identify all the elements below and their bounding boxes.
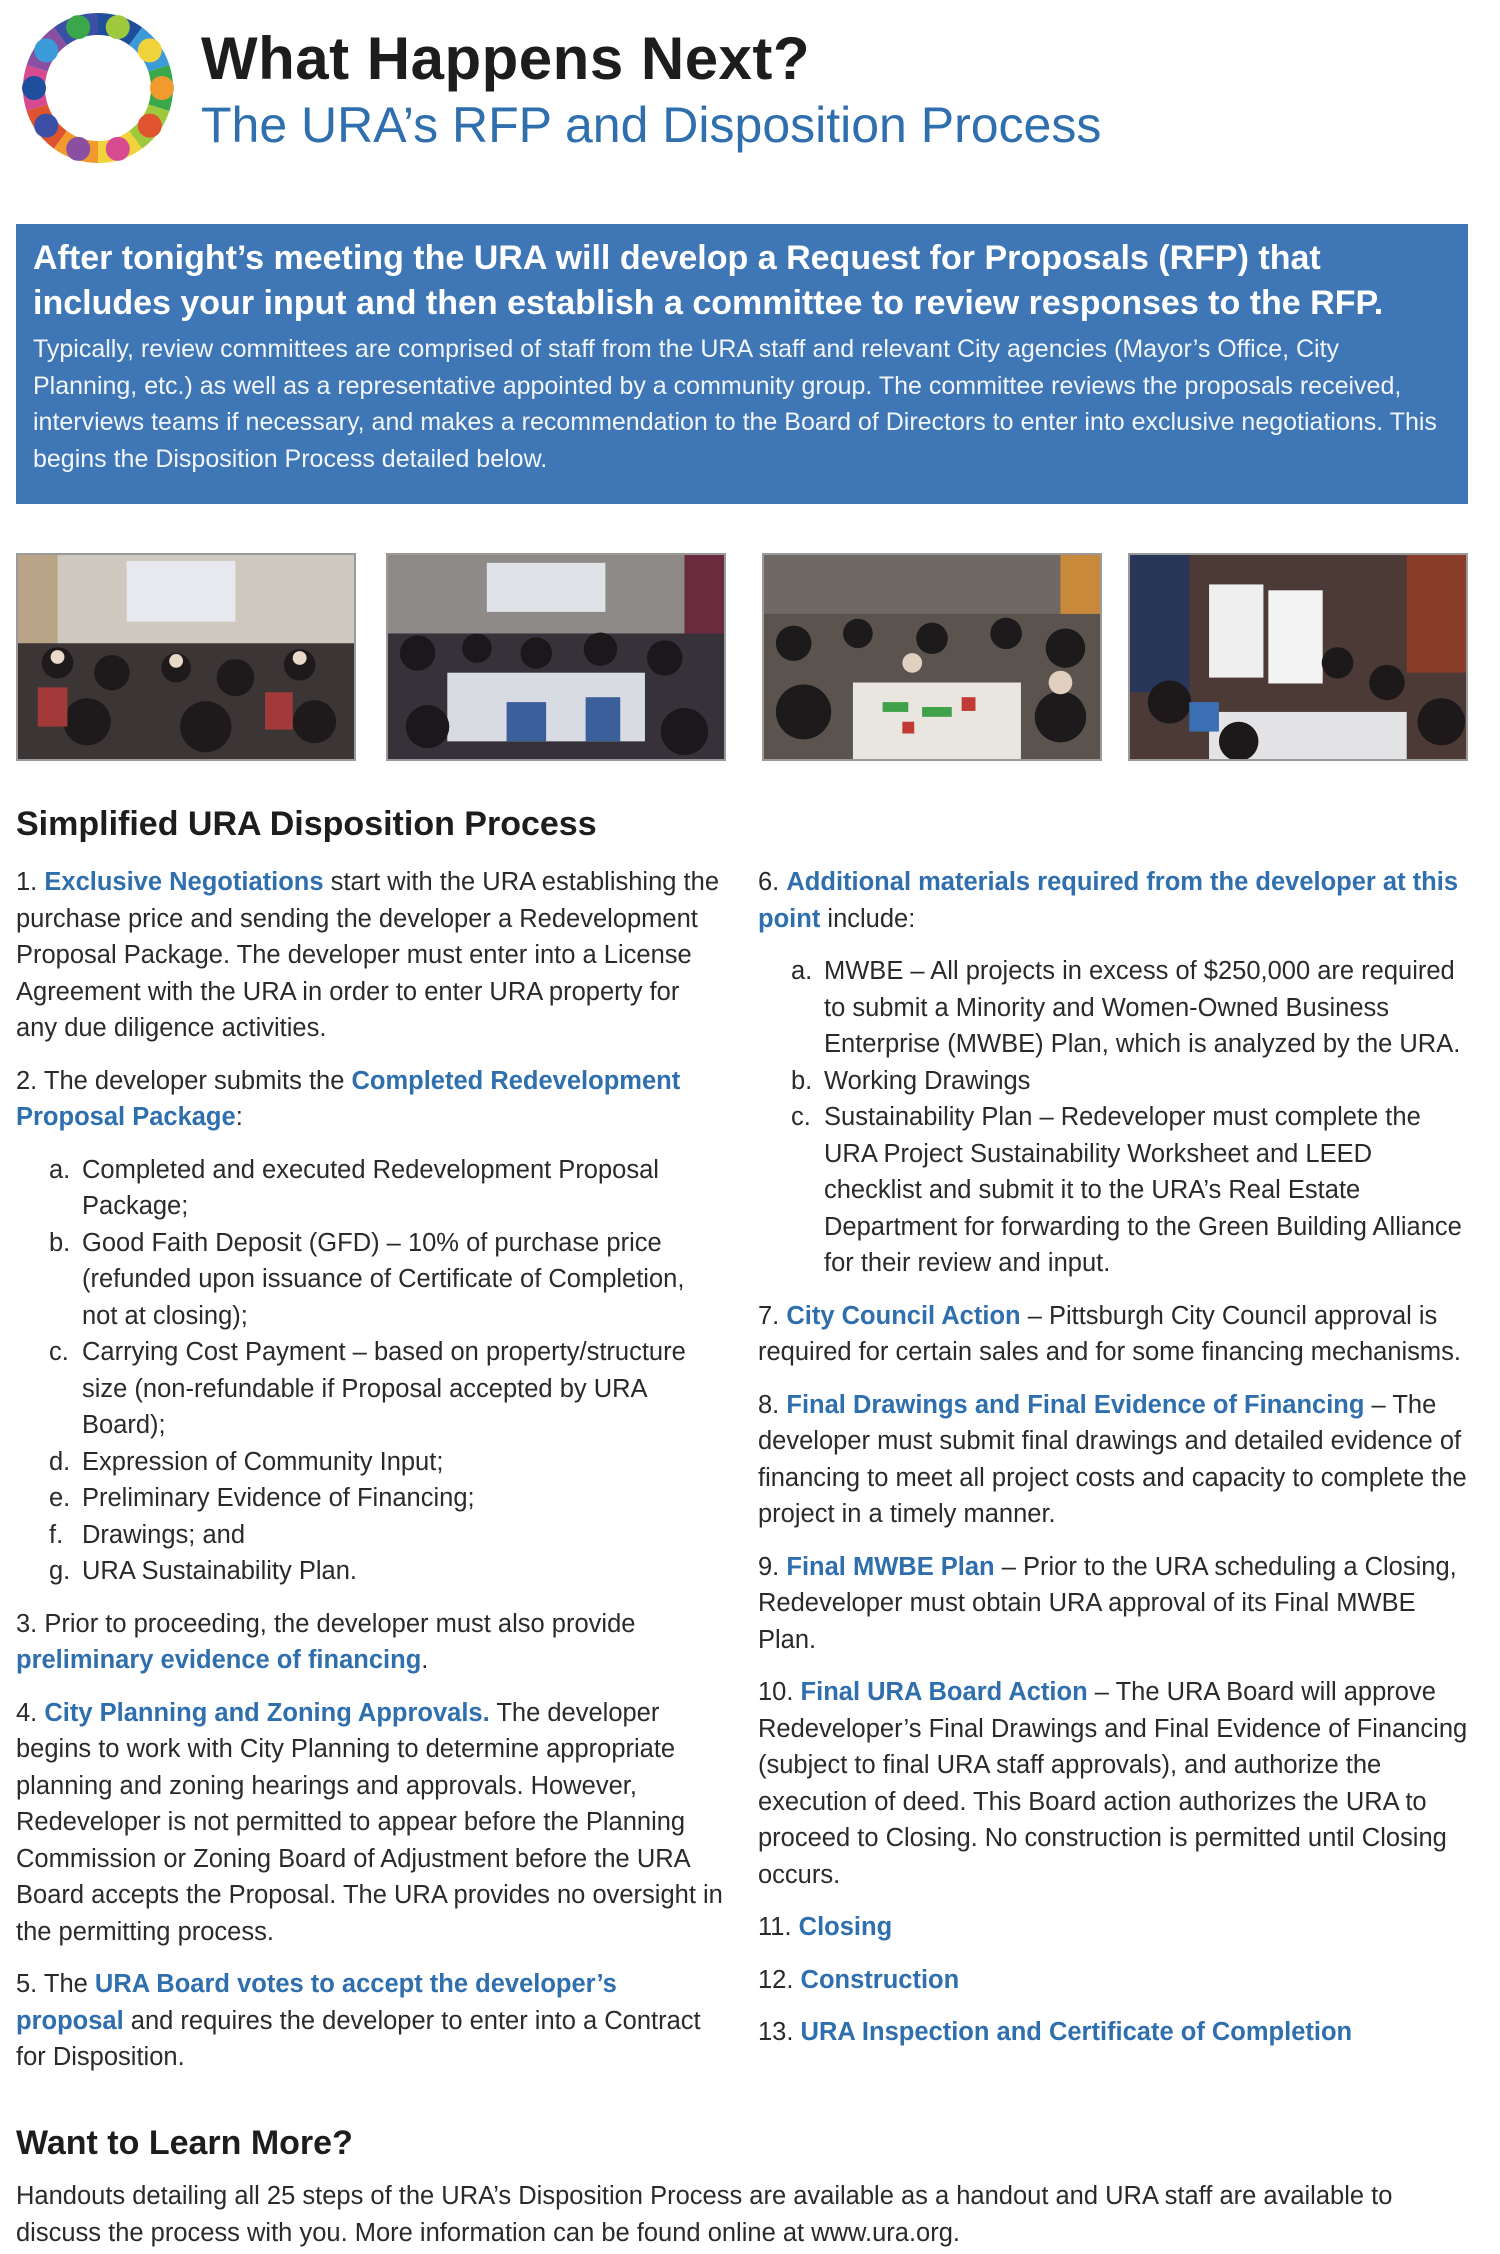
step-2-pre: 2. The developer submits the: [16, 1066, 352, 1095]
list-letter: c.: [791, 1103, 811, 1131]
logo-dot: [138, 38, 162, 62]
step-6-post: include:: [820, 904, 916, 933]
page-title: What Happens Next?: [201, 25, 811, 92]
step-3-highlight: preliminary evidence of financing: [16, 1646, 422, 1674]
list-text: MWBE – All projects in excess of $250,000 are required to submit a Minority and Women-Owned Business Enterprise (MWBE) Plan, which is analyzed by the URA.: [824, 957, 1461, 1058]
step-10-text: – The URA Board will approve Redeveloper’s Final Drawings and Final Evidence of Financing (subject to final URA staff approvals), and authorize the execution of deed. This Board action authorizes the URA to proceed to Closing. No construction is permitted until Closing occurs.: [758, 1678, 1468, 1889]
step-2-highlight: Completed Redevelopment Proposal Package: [16, 1066, 681, 1131]
logo-dot: [66, 137, 90, 161]
step-3-post: .: [421, 1646, 429, 1674]
step-8-text: – The developer must submit final drawings and detailed evidence of financing to meet all project costs and capacity to complete the project in a timely manner.: [758, 1390, 1467, 1528]
step-13-highlight: URA Inspection and Certificate of Completion: [800, 2018, 1353, 2046]
step-12: [758, 1962, 1473, 1999]
intro-banner: [16, 224, 1468, 504]
step-8-highlight: Final Drawings and Final Evidence of Financing: [786, 1390, 1365, 1419]
banner-heading: After tonight’s meeting the URA will develop a Request for Proposals (RFP) that includes your input and then establish a committee to review responses to the RFP.: [33, 239, 1384, 322]
list-letter: g.: [49, 1557, 71, 1585]
list-letter: b.: [49, 1228, 71, 1257]
step-number: 10.: [758, 1678, 794, 1706]
step-number: 11.: [758, 1913, 792, 1941]
logo-dot: [22, 76, 46, 100]
banner-body: Typically, review committees are comprised of staff from the URA staff and relevant City agencies (Mayor’s Office, City Planning, etc.) as well as a representative appointed by a community group. The committee reviews the proposals received, interviews teams if necessary, and makes a recommendation to the Board of Directors to enter into exclusive negotiations. This begins the Disposition Process detailed below.: [33, 335, 1437, 473]
learn-more-title: Want to Learn More?: [16, 2124, 353, 2162]
logo-dot: [34, 114, 58, 138]
list-letter: b.: [791, 1066, 813, 1095]
section-title: Simplified URA Disposition Process: [16, 805, 597, 843]
step-7-highlight: City Council Action: [786, 1301, 1021, 1330]
list-letter: d.: [49, 1447, 71, 1476]
list-letter: f.: [49, 1520, 64, 1549]
step-3-pre: 3. Prior to proceeding, the developer must also provide: [16, 1609, 636, 1638]
meeting-photo-1: [16, 553, 356, 761]
step-7-text: – Pittsburgh City Council approval is required for certain sales and for some financing mechanisms.: [758, 1301, 1462, 1366]
list-letter: e.: [49, 1484, 71, 1512]
step-2-post: :: [235, 1103, 243, 1131]
list-text: Completed and executed Redevelopment Proposal Package;: [82, 1155, 659, 1220]
list-text: Expression of Community Input;: [82, 1447, 444, 1476]
list-text: Carrying Cost Payment – based on property/structure size (non-refundable if Proposal accepted by URA Board);: [82, 1338, 686, 1439]
step-8: [758, 1387, 1473, 1533]
step-10: [758, 1674, 1473, 1893]
list-item: [16, 1152, 726, 1225]
step-2: [16, 1063, 726, 1590]
page-subtitle: The URA’s RFP and Disposition Process: [201, 97, 1102, 153]
list-item: [758, 1063, 1473, 1100]
list-item: [758, 1099, 1473, 1282]
step-13: [758, 2014, 1473, 2051]
step-number: 4.: [16, 1698, 38, 1727]
logo-dot: [138, 114, 162, 138]
list-item: [16, 1480, 726, 1517]
step-number: 12.: [758, 1965, 794, 1994]
list-letter: a.: [791, 957, 813, 985]
step-4: [16, 1695, 726, 1951]
step-5-pre: 5. The: [16, 1970, 95, 1998]
process-column-left: [16, 864, 726, 2092]
step-10-highlight: Final URA Board Action: [800, 1678, 1088, 1706]
step-number: 6.: [758, 868, 780, 896]
step-1-highlight: Exclusive Negotiations: [44, 868, 324, 896]
step-6-highlight: Additional materials required from the developer at this point: [758, 868, 1459, 933]
process-column-right: [758, 864, 1473, 2067]
step-number: 7.: [758, 1301, 780, 1330]
step-1-text: start with the URA establishing the purchase price and sending the developer a Redevelopment Proposal Package. The developer must enter into a License Agreement with the URA in order to enter URA property for any due diligence activities.: [16, 868, 719, 1042]
step-5-post: and requires the developer to enter into a Contract for Disposition.: [16, 2006, 701, 2071]
step-7: [758, 1298, 1473, 1371]
step-4-text: The developer begins to work with City Planning to determine appropriate planning and zoning hearings and approvals. However, Redeveloper is not permitted to appear before the Planning Commission or Zoning Board of Adjustment before the URA Board accepts the Proposal. The URA provides no oversight in the permitting process.: [16, 1698, 723, 1946]
step-number: 9.: [758, 1552, 780, 1581]
meeting-photo-3: [762, 553, 1102, 761]
meeting-photo-4: [1128, 553, 1468, 761]
step-4-highlight: City Planning and Zoning Approvals.: [44, 1698, 490, 1727]
step-1: [16, 864, 726, 1047]
step-number: 1.: [16, 868, 38, 896]
ura-ring-logo: [16, 6, 180, 170]
logo-dot: [106, 15, 130, 39]
logo-dot: [34, 38, 58, 62]
step-5: [16, 1966, 726, 2076]
list-item: [16, 1517, 726, 1554]
meeting-photos: [16, 553, 1468, 761]
list-text: Good Faith Deposit (GFD) – 10% of purchase price (refunded upon issuance of Certificate of Completion, not at closing);: [82, 1228, 685, 1330]
page-header: [16, 6, 1476, 166]
list-item: [16, 1225, 726, 1335]
step-9-text: – Prior to the URA scheduling a Closing, Redeveloper must obtain URA approval of its Final MWBE Plan.: [758, 1552, 1457, 1654]
list-text: Preliminary Evidence of Financing;: [82, 1484, 475, 1512]
list-letter: a.: [49, 1155, 71, 1184]
step-6-sublist: [758, 953, 1473, 1282]
list-item: [16, 1334, 726, 1444]
list-text: URA Sustainability Plan.: [82, 1557, 357, 1585]
step-5-highlight: URA Board votes to accept the developer’s proposal: [16, 1970, 617, 2035]
logo-dot: [66, 15, 90, 39]
list-item: [16, 1553, 726, 1590]
list-item: [16, 1444, 726, 1481]
list-letter: c.: [49, 1338, 69, 1366]
list-text: Working Drawings: [824, 1066, 1031, 1095]
step-9-highlight: Final MWBE Plan: [786, 1552, 995, 1581]
step-6: [758, 864, 1473, 1282]
list-item: [758, 953, 1473, 1063]
step-number: 8.: [758, 1390, 780, 1419]
step-12-highlight: Construction: [800, 1965, 960, 1994]
step-11-highlight: Closing: [798, 1913, 893, 1941]
step-11: [758, 1909, 1473, 1946]
learn-more-body: Handouts detailing all 25 steps of the URA’s Disposition Process are available as a handout and URA staff are available to discuss the process with you. More information can be found online at www.ura.org.: [16, 2182, 1393, 2247]
step-9: [758, 1549, 1473, 1659]
step-3: [16, 1606, 726, 1679]
step-number: 13.: [758, 2018, 794, 2046]
logo-dot: [106, 137, 130, 161]
step-2-sublist: [16, 1152, 726, 1590]
meeting-photo-2: [386, 553, 726, 761]
logo-dot: [150, 76, 174, 100]
list-text: Sustainability Plan – Redeveloper must complete the URA Project Sustainability Worksheet and LEED checklist and submit it to the URA’s Real Estate Department for forwarding to the Green Building Alliance for their review and input.: [824, 1103, 1462, 1277]
list-text: Drawings; and: [82, 1520, 245, 1549]
